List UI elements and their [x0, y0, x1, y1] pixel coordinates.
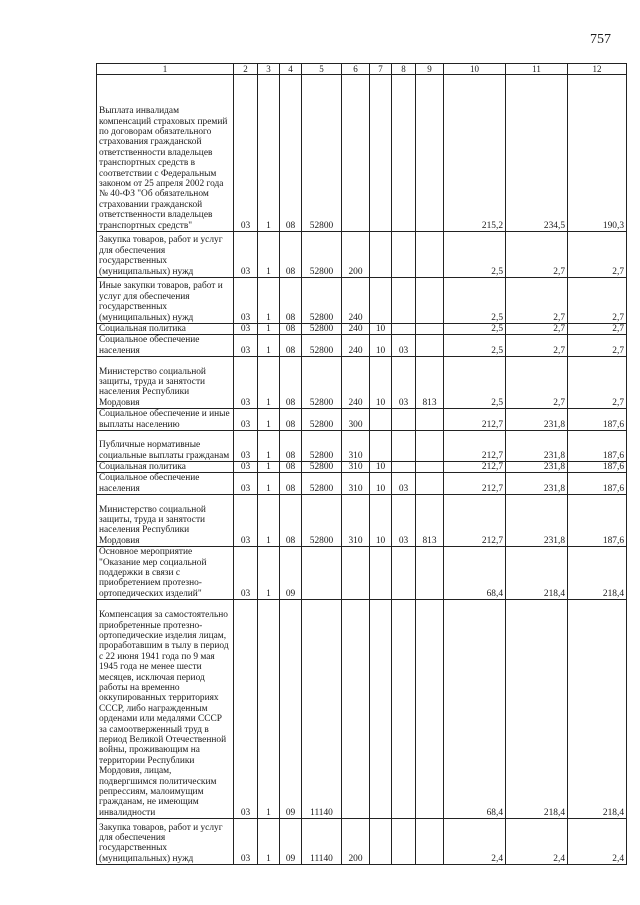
cell-col-12: 2,7	[568, 335, 627, 357]
column-header-12: 12	[568, 64, 627, 75]
cell-col-10: 212,7	[444, 473, 506, 495]
cell-col-5: 52800	[302, 75, 342, 232]
cell-col-3: 1	[258, 324, 280, 335]
row-name-cell: Министерство социальной защиты, труда и занятости населения Республики Мордовия	[97, 357, 234, 409]
table-row	[97, 278, 627, 324]
cell-col-4: 08	[280, 324, 302, 335]
cell-col-8	[392, 600, 416, 819]
cell-col-6: 300	[342, 409, 370, 431]
cell-col-2: 03	[234, 409, 258, 431]
column-header-1: 1	[97, 64, 234, 75]
cell-col-2: 03	[234, 600, 258, 819]
cell-col-5: 11140	[302, 600, 342, 819]
cell-col-5: 52800	[302, 462, 342, 473]
cell-col-11: 2,7	[506, 335, 568, 357]
cell-col-9	[416, 431, 444, 462]
cell-col-2: 03	[234, 75, 258, 232]
cell-col-5: 52800	[302, 324, 342, 335]
cell-col-5: 52800	[302, 431, 342, 462]
cell-col-6: 310	[342, 431, 370, 462]
cell-col-11: 218,4	[506, 547, 568, 600]
cell-col-4: 08	[280, 278, 302, 324]
cell-col-10: 2,5	[444, 357, 506, 409]
cell-col-12: 190,3	[568, 75, 627, 232]
cell-col-10: 212,7	[444, 462, 506, 473]
cell-col-2: 03	[234, 462, 258, 473]
cell-col-5: 52800	[302, 232, 342, 278]
cell-col-7: 10	[370, 335, 392, 357]
table-body	[97, 75, 627, 865]
cell-col-12: 187,6	[568, 409, 627, 431]
cell-col-7	[370, 431, 392, 462]
cell-col-8	[392, 75, 416, 232]
table-row	[97, 324, 627, 335]
table-row	[97, 462, 627, 473]
cell-col-6: 200	[342, 232, 370, 278]
table-row	[97, 473, 627, 495]
cell-col-11: 2,7	[506, 324, 568, 335]
cell-col-8: 03	[392, 495, 416, 547]
column-header-11: 11	[506, 64, 568, 75]
cell-col-2: 03	[234, 495, 258, 547]
cell-col-3: 1	[258, 357, 280, 409]
table-row	[97, 409, 627, 431]
row-name-cell: Социальное обеспечение населения	[97, 473, 234, 495]
row-name-cell: Публичные нормативные социальные выплаты гражданам	[97, 431, 234, 462]
column-header-6: 6	[342, 64, 370, 75]
cell-col-9	[416, 462, 444, 473]
table-row	[97, 75, 627, 232]
cell-col-12: 218,4	[568, 547, 627, 600]
cell-col-10: 2,4	[444, 819, 506, 865]
cell-col-10: 212,7	[444, 409, 506, 431]
cell-col-8	[392, 324, 416, 335]
cell-col-8	[392, 232, 416, 278]
cell-col-6: 200	[342, 819, 370, 865]
cell-col-12: 218,4	[568, 600, 627, 819]
cell-col-6: 240	[342, 278, 370, 324]
cell-col-10: 2,5	[444, 232, 506, 278]
table-row	[97, 431, 627, 462]
table-row	[97, 495, 627, 547]
cell-col-4: 08	[280, 357, 302, 409]
cell-col-10: 212,7	[444, 431, 506, 462]
cell-col-8: 03	[392, 335, 416, 357]
cell-col-9	[416, 409, 444, 431]
row-name-cell: Закупка товаров, работ и услуг для обеспечения государственных (муниципальных) нужд	[97, 819, 234, 865]
row-name-cell: Социальное обеспечение населения	[97, 335, 234, 357]
cell-col-5: 52800	[302, 335, 342, 357]
cell-col-8	[392, 409, 416, 431]
cell-col-10: 68,4	[444, 600, 506, 819]
cell-col-2: 03	[234, 819, 258, 865]
cell-col-6: 310	[342, 495, 370, 547]
cell-col-11: 2,4	[506, 819, 568, 865]
cell-col-2: 03	[234, 335, 258, 357]
cell-col-10: 2,5	[444, 278, 506, 324]
cell-col-12: 187,6	[568, 473, 627, 495]
cell-col-9	[416, 75, 444, 232]
cell-col-7	[370, 600, 392, 819]
cell-col-3: 1	[258, 335, 280, 357]
cell-col-11: 2,7	[506, 357, 568, 409]
cell-col-12: 2,7	[568, 357, 627, 409]
cell-col-8	[392, 819, 416, 865]
cell-col-12: 2,7	[568, 278, 627, 324]
row-name-cell: Социальное обеспечение и иные выплаты населению	[97, 409, 234, 431]
cell-col-5: 52800	[302, 357, 342, 409]
cell-col-8	[392, 431, 416, 462]
cell-col-10: 215,2	[444, 75, 506, 232]
cell-col-4: 09	[280, 547, 302, 600]
cell-col-9	[416, 547, 444, 600]
row-name-cell: Компенсация за самостоятельно приобретенные протезно-ортопедические изделия лицам, проработавшим в тылу в период с 22 июня 1941 года по 9 мая 1945 года не менее шести месяцев, исключая период работы на временно оккупированных территориях СССР, либо награжденным орденами или медалями СССР за самоотверженный труд в период Великой Отечественной войны, проживающим на территории Республики Мордовия, лицам, подвергшимся политическим репрессиям, малоимущим гражданам, не имеющим инвалидности	[97, 600, 234, 819]
cell-col-3: 1	[258, 600, 280, 819]
table-row	[97, 819, 627, 865]
cell-col-6	[342, 547, 370, 600]
cell-col-6: 310	[342, 462, 370, 473]
row-name-cell: Социальная политика	[97, 462, 234, 473]
cell-col-4: 09	[280, 819, 302, 865]
cell-col-2: 03	[234, 232, 258, 278]
cell-col-2: 03	[234, 278, 258, 324]
column-header-3: 3	[258, 64, 280, 75]
cell-col-11: 2,7	[506, 278, 568, 324]
cell-col-3: 1	[258, 278, 280, 324]
cell-col-6: 240	[342, 357, 370, 409]
cell-col-3: 1	[258, 75, 280, 232]
cell-col-4: 08	[280, 75, 302, 232]
row-name-cell: Социальная политика	[97, 324, 234, 335]
cell-col-5: 52800	[302, 495, 342, 547]
cell-col-10: 2,5	[444, 335, 506, 357]
cell-col-10: 68,4	[444, 547, 506, 600]
cell-col-7	[370, 819, 392, 865]
cell-col-2: 03	[234, 431, 258, 462]
cell-col-2: 03	[234, 547, 258, 600]
cell-col-11: 231,8	[506, 409, 568, 431]
cell-col-5: 52800	[302, 473, 342, 495]
column-header-2: 2	[234, 64, 258, 75]
cell-col-12: 2,4	[568, 819, 627, 865]
row-name-cell: Основное мероприятие "Оказание мер социальной поддержки в связи с приобретением протезно-ортопедических изделий"	[97, 547, 234, 600]
page-number: 757	[590, 32, 611, 47]
column-header-10: 10	[444, 64, 506, 75]
row-name-cell: Иные закупки товаров, работ и услуг для обеспечения государственных (муниципальных) нужд	[97, 278, 234, 324]
column-header-8: 8	[392, 64, 416, 75]
cell-col-11: 218,4	[506, 600, 568, 819]
cell-col-12: 187,6	[568, 462, 627, 473]
cell-col-4: 08	[280, 495, 302, 547]
cell-col-12: 2,7	[568, 232, 627, 278]
cell-col-7: 10	[370, 357, 392, 409]
cell-col-6	[342, 600, 370, 819]
cell-col-7: 10	[370, 473, 392, 495]
cell-col-8	[392, 547, 416, 600]
cell-col-4: 08	[280, 409, 302, 431]
cell-col-9	[416, 232, 444, 278]
cell-col-8	[392, 462, 416, 473]
cell-col-8: 03	[392, 357, 416, 409]
cell-col-9	[416, 335, 444, 357]
cell-col-11: 231,8	[506, 431, 568, 462]
column-header-5: 5	[302, 64, 342, 75]
cell-col-11: 231,8	[506, 462, 568, 473]
cell-col-7: 10	[370, 495, 392, 547]
cell-col-12: 187,6	[568, 495, 627, 547]
cell-col-12: 187,6	[568, 431, 627, 462]
cell-col-3: 1	[258, 473, 280, 495]
cell-col-10: 2,5	[444, 324, 506, 335]
cell-col-4: 08	[280, 232, 302, 278]
cell-col-9	[416, 278, 444, 324]
table-row	[97, 547, 627, 600]
column-header-7: 7	[370, 64, 392, 75]
cell-col-7	[370, 278, 392, 324]
cell-col-2: 03	[234, 473, 258, 495]
table-row	[97, 600, 627, 819]
cell-col-6	[342, 75, 370, 232]
cell-col-4: 08	[280, 462, 302, 473]
cell-col-7	[370, 547, 392, 600]
cell-col-11: 231,8	[506, 495, 568, 547]
cell-col-3: 1	[258, 431, 280, 462]
cell-col-4: 08	[280, 431, 302, 462]
cell-col-3: 1	[258, 495, 280, 547]
cell-col-2: 03	[234, 357, 258, 409]
cell-col-9: 813	[416, 495, 444, 547]
cell-col-5	[302, 547, 342, 600]
cell-col-9	[416, 324, 444, 335]
cell-col-5: 52800	[302, 409, 342, 431]
cell-col-6: 240	[342, 324, 370, 335]
cell-col-11: 231,8	[506, 473, 568, 495]
cell-col-4: 09	[280, 600, 302, 819]
cell-col-9	[416, 473, 444, 495]
cell-col-10: 212,7	[444, 495, 506, 547]
row-name-cell: Министерство социальной защиты, труда и занятости населения Республики Мордовия	[97, 495, 234, 547]
cell-col-8	[392, 278, 416, 324]
cell-col-3: 1	[258, 409, 280, 431]
table-row	[97, 335, 627, 357]
table-row	[97, 232, 627, 278]
cell-col-8: 03	[392, 473, 416, 495]
cell-col-9	[416, 600, 444, 819]
cell-col-3: 1	[258, 547, 280, 600]
row-name-cell: Выплата инвалидам компенсаций страховых премий по договорам обязательного страхования гражданской ответственности владельцев транспортных средств в соответствии с Федеральным законом от 25 апреля 2002 года № 40-ФЗ "Об обязательном страховании гражданской ответственности владельцев транспортных средств"	[97, 75, 234, 232]
cell-col-11: 234,5	[506, 75, 568, 232]
budget-table	[96, 63, 627, 865]
cell-col-7	[370, 232, 392, 278]
cell-col-9	[416, 819, 444, 865]
cell-col-9: 813	[416, 357, 444, 409]
cell-col-6: 240	[342, 335, 370, 357]
cell-col-3: 1	[258, 232, 280, 278]
cell-col-12: 2,7	[568, 324, 627, 335]
cell-col-5: 11140	[302, 819, 342, 865]
column-header-9: 9	[416, 64, 444, 75]
cell-col-7	[370, 75, 392, 232]
cell-col-4: 08	[280, 473, 302, 495]
row-name-cell: Закупка товаров, работ и услуг для обеспечения государственных (муниципальных) нужд	[97, 232, 234, 278]
table-row	[97, 357, 627, 409]
cell-col-3: 1	[258, 819, 280, 865]
cell-col-7: 10	[370, 324, 392, 335]
cell-col-4: 08	[280, 335, 302, 357]
cell-col-3: 1	[258, 462, 280, 473]
cell-col-6: 310	[342, 473, 370, 495]
cell-col-7: 10	[370, 462, 392, 473]
column-header-4: 4	[280, 64, 302, 75]
cell-col-11: 2,7	[506, 232, 568, 278]
cell-col-5: 52800	[302, 278, 342, 324]
table-header-row	[97, 64, 627, 75]
cell-col-2: 03	[234, 324, 258, 335]
cell-col-7	[370, 409, 392, 431]
